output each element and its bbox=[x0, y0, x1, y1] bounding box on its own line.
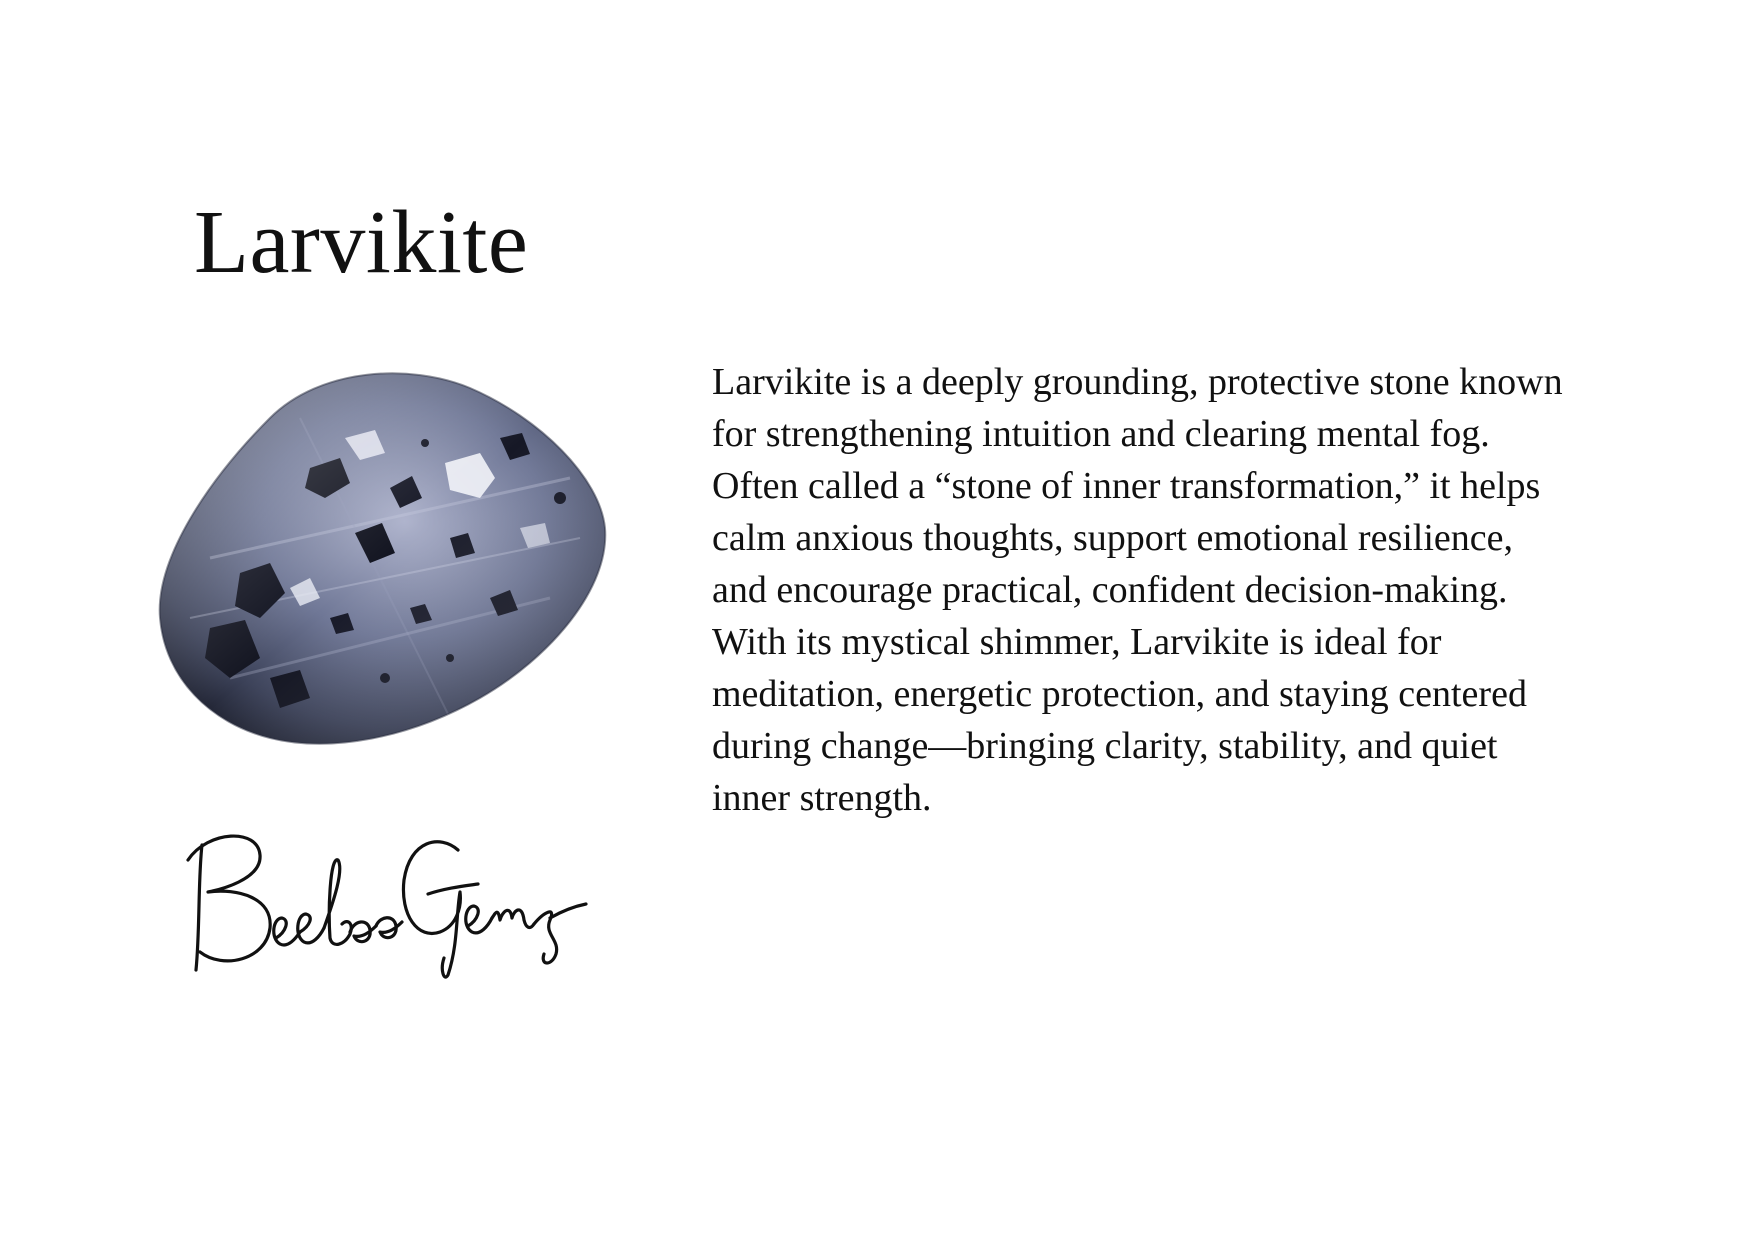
brand-signature-logo bbox=[178, 820, 598, 980]
description bbox=[712, 356, 1672, 824]
description-line: and encourage practical, confident decision-making. bbox=[712, 569, 1508, 611]
larvikite-stone-image bbox=[150, 358, 620, 758]
description-line: Often called a “stone of inner transformation,” it helps bbox=[712, 465, 1541, 507]
description-line: calm anxious thoughts, support emotional resilience, bbox=[712, 517, 1514, 559]
page-title: Larvikite bbox=[194, 193, 529, 292]
description-line: inner strength. bbox=[712, 777, 932, 819]
description-line: during change—bringing clarity, stability, and quiet bbox=[712, 725, 1498, 767]
description-line: meditation, energetic protection, and staying centered bbox=[712, 673, 1527, 715]
description-line: for strengthening intuition and clearing mental fog. bbox=[712, 413, 1490, 455]
description-line: With its mystical shimmer, Larvikite is ideal for bbox=[712, 621, 1442, 663]
description-line: Larvikite is a deeply grounding, protective stone known bbox=[712, 361, 1563, 403]
